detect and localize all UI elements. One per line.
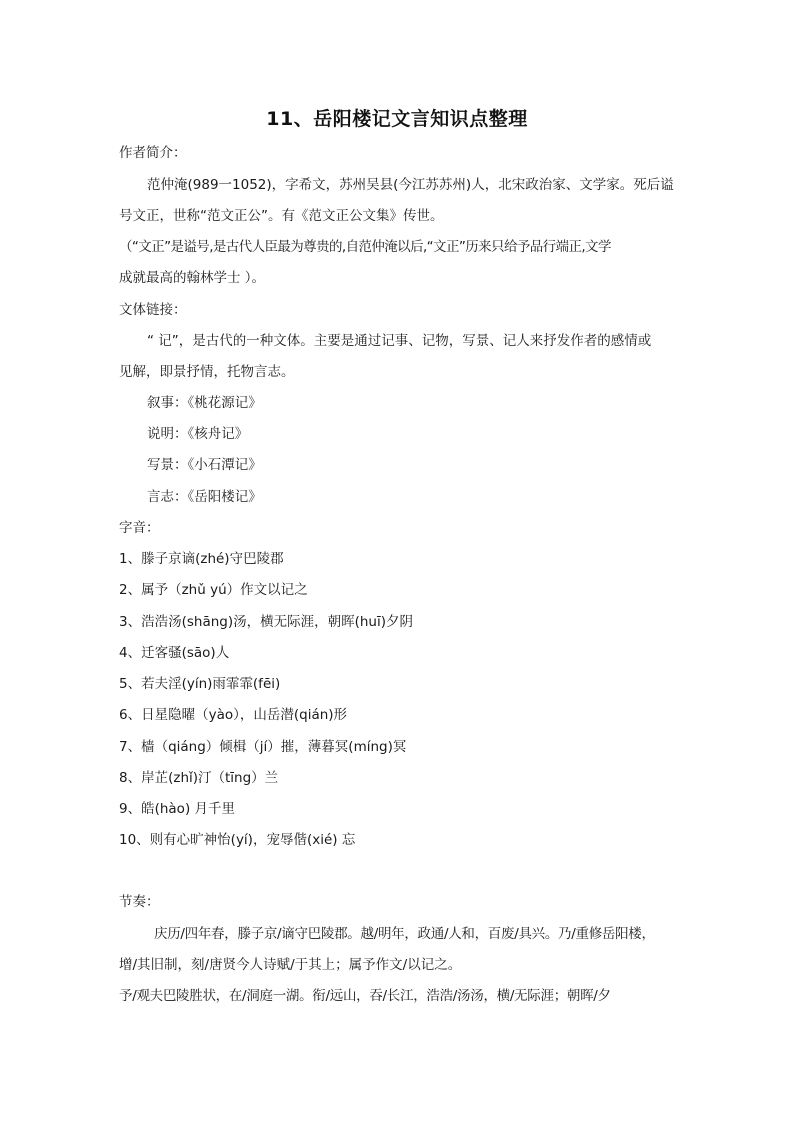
pronunciation-item: 5、若夫淫(yín)雨霏霏(fēi) (119, 676, 281, 692)
genre-heading: 文体链接： (119, 302, 187, 318)
author-line: 成就最高的翰林学士 ）。 (119, 270, 266, 286)
pronunciation-heading: 字音： (119, 520, 160, 536)
genre-example: 叙事：《桃花源记》 (147, 395, 262, 411)
rhythm-line: 予/观夫巴陵胜状，在/洞庭一湖。衔/远山，吞/长江，浩浩/汤汤，横/无际涯；朝晖/夕 (119, 988, 611, 1004)
author-heading: 作者简介： (119, 145, 187, 161)
pronunciation-item: 1、滕子京谪(zhé)守巴陵郡 (119, 551, 284, 567)
pronunciation-item: 7、樯（qiáng）倾楫（jí）摧，薄暮冥(míng)冥 (119, 739, 407, 755)
pronunciation-item: 3、浩浩汤(shāng)汤，横无际涯，朝晖(huī)夕阴 (119, 614, 414, 630)
pronunciation-item: 8、岸芷(zhǐ)汀（tīng）兰 (119, 770, 279, 786)
rhythm-line: 庆历/四年春，滕子京/谪守巴陵郡。越/明年，政通/人和，百废/具兴。乃/重修岳阳楼， (154, 926, 655, 942)
genre-example: 说明：《核舟记》 (147, 426, 249, 442)
pronunciation-item: 6、日星隐曜（yào），山岳潜(qián)形 (119, 707, 348, 723)
pronunciation-item: 4、迁客骚(sāo)人 (119, 645, 230, 661)
genre-line: 见解，即景抒情，托物言志。 (119, 364, 295, 380)
author-line: 范仲淹(989一1052)，字希文，苏州吴县(今江苏苏州)人，北宋政治家、文学家。死后谥 (147, 177, 674, 193)
author-line: （“文正”是谥号,是古代人臣最为尊贵的,自范仲淹以后,“文正”历来只给予品行端正,文学 (119, 239, 611, 255)
rhythm-heading: 节奏： (119, 894, 160, 910)
rhythm-line: 增/其旧制，刻/唐贤今人诗赋/于其上；属予作文/以记之。 (119, 957, 462, 973)
genre-example: 写景：《小石潭记》 (147, 457, 262, 473)
pronunciation-item: 2、属予（zhǔ yú）作文以记之 (119, 582, 308, 598)
pronunciation-item: 10、则有心旷神怡(yí)，宠辱偕(xié) 忘 (119, 832, 356, 848)
genre-example: 言志：《岳阳楼记》 (147, 489, 262, 505)
author-line: 号文正，世称“范文正公”。有《范文正公文集》传世。 (119, 208, 444, 224)
pronunciation-item: 9、皓(hào) 月千里 (119, 801, 236, 817)
genre-line: “ 记”，是古代的一种文体。主要是通过记事、记物，写景、记人来抒发作者的感情或 (147, 333, 652, 349)
document-title: 11、岳阳楼记文言知识点整理 (266, 108, 528, 130)
